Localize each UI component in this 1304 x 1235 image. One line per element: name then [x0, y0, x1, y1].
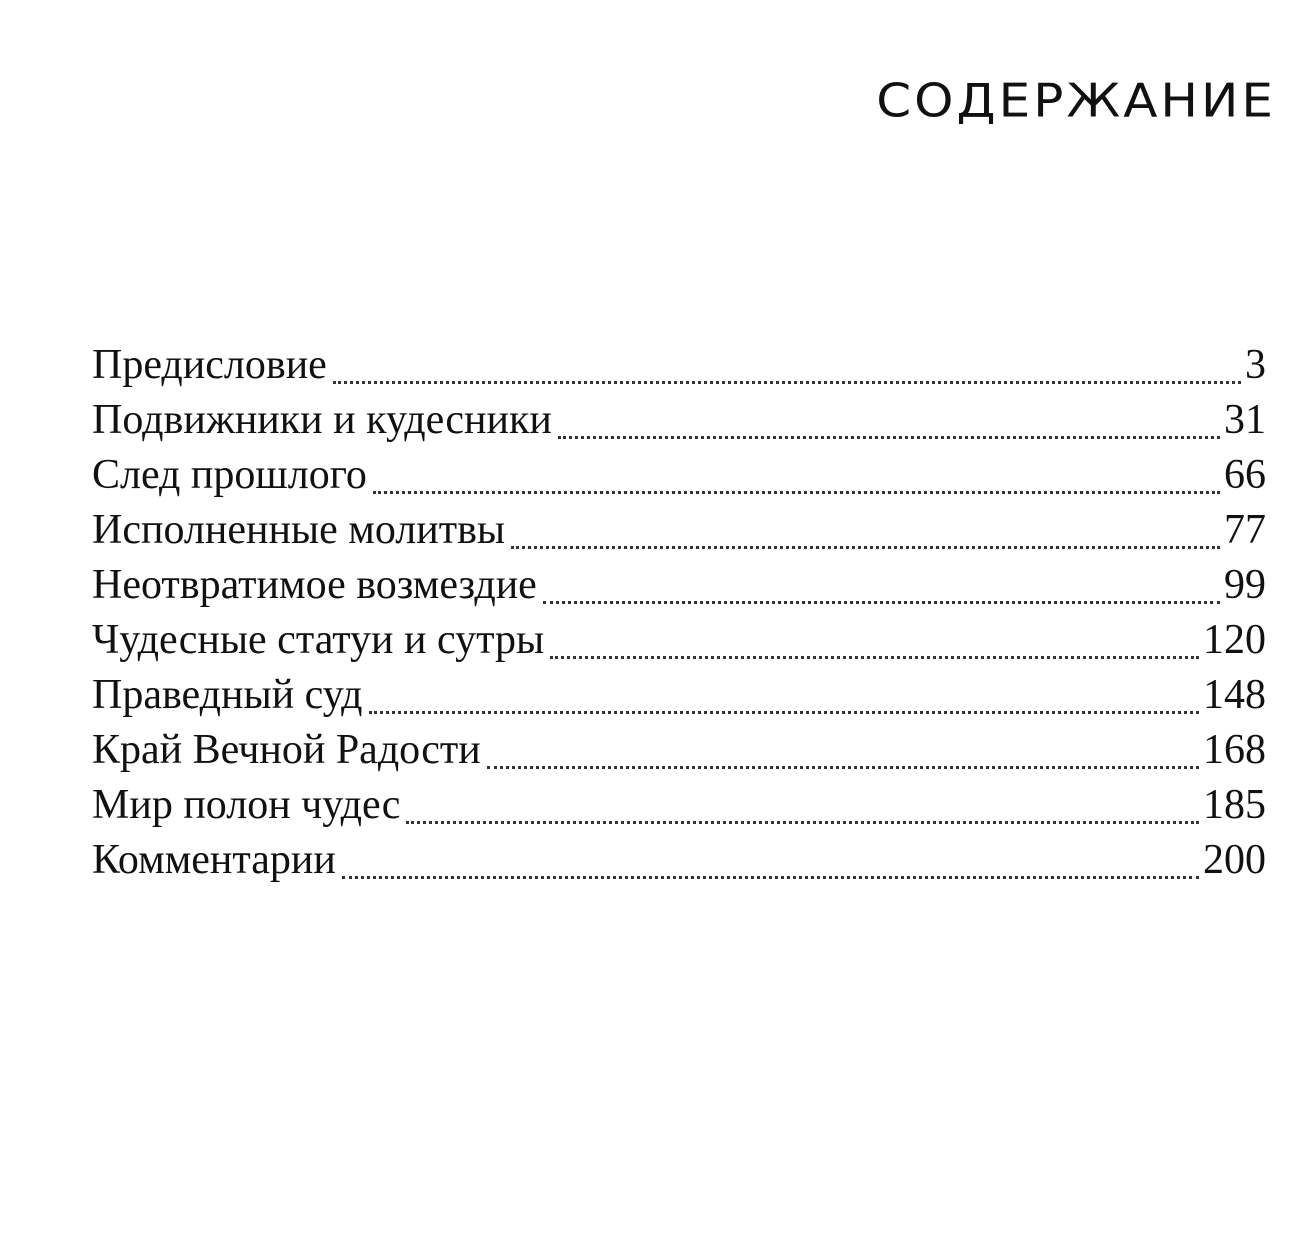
toc-entry [92, 833, 1266, 888]
dot-leader [333, 379, 1241, 384]
toc-entry-page: 200 [1203, 837, 1266, 883]
dot-leader [373, 489, 1220, 494]
toc-entry-title: Предисловие [92, 342, 327, 388]
toc-entry [92, 338, 1266, 393]
page-title: СОДЕРЖАНИЕ [876, 74, 1276, 128]
dot-leader [558, 434, 1220, 439]
dot-leader [543, 599, 1220, 604]
toc-entry-page: 77 [1224, 507, 1266, 553]
toc-entry-page: 3 [1245, 342, 1266, 388]
toc-entry-title: Комментарии [92, 837, 336, 883]
toc-entry [92, 778, 1266, 833]
toc-entry [92, 393, 1266, 448]
toc-entry-title: Чудесные статуи и сутры [92, 617, 545, 663]
toc-entry-page: 66 [1224, 452, 1266, 498]
dot-leader [406, 819, 1199, 824]
toc-entry-page: 99 [1224, 562, 1266, 608]
toc-entry [92, 503, 1266, 558]
dot-leader [369, 709, 1200, 714]
toc-entry-title: Подвижники и кудесники [92, 397, 552, 443]
toc-entry-page: 168 [1203, 727, 1266, 773]
toc-entry [92, 613, 1266, 668]
toc-entry-title: Неотвратимое возмездие [92, 562, 537, 608]
dot-leader [487, 764, 1199, 769]
toc-entry-page: 185 [1203, 782, 1266, 828]
dot-leader [550, 654, 1199, 659]
dot-leader [342, 874, 1199, 879]
toc-entry [92, 448, 1266, 503]
toc-entry-page: 120 [1203, 617, 1266, 663]
toc-entry [92, 558, 1266, 613]
toc-entry-title: Мир полон чудес [92, 782, 401, 828]
toc-entry-page: 31 [1224, 397, 1266, 443]
toc-entry-page: 148 [1203, 672, 1266, 718]
toc-entry-title: След прошлого [92, 452, 367, 498]
toc-entry [92, 668, 1266, 723]
table-of-contents [92, 338, 1266, 888]
toc-entry [92, 723, 1266, 778]
toc-entry-title: Край Вечной Радости [92, 727, 481, 773]
toc-entry-title: Исполненные молитвы [92, 507, 506, 553]
toc-entry-title: Праведный суд [92, 672, 363, 718]
dot-leader [511, 544, 1220, 549]
